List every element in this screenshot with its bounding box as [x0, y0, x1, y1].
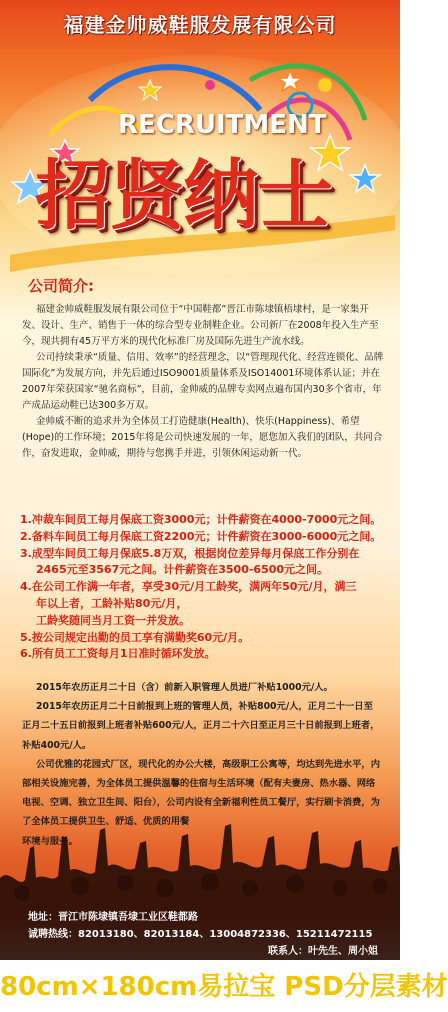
- address-line: [28, 908, 388, 923]
- benefit-item-continued: 工龄奖随同当月工资一并发放。: [36, 613, 190, 627]
- intro-paragraph-2: 公司持续秉承“质量、信用、效率”的经营理念，以“管理现代化、经营连锁化、品牌国际化”为发展方向，并先后通过ISO9001质量体系及ISO14001环境体系认证；并在2007年荣获国家“驰名商标”，目前，金帅威的品牌专卖网点遍布国内30多个省市，年产成品运动鞋已达300多万双。: [22, 352, 384, 411]
- policy-paragraph-3: 公司优雅的花园式厂区，现代化的办公大楼，高级职工公寓等，均达到先进水平，内部相关设施完善，为全体员工提供温馨的住宿与生活环境（配有夫妻房、热水器、网络电视、空调、独立卫生间、阳台），公司内设有全新福利性员工餐厅，实行刷卡消费，为了全体员工提供卫生、舒适、优质的用餐: [22, 758, 380, 828]
- contact-line: [28, 942, 378, 957]
- policy-paragraph-2: 2015年农历正月二十日前报到上班的管理人员，补贴800元/人，正月二十一日至正月二十五日前报到上班者补贴600元/人，正月二十六日至正月三十日前报到上班者，补贴400元/人。: [22, 701, 380, 751]
- hotline-label: 诚聘热线：: [28, 929, 78, 940]
- company-name: 福建金帅威鞋服发展有限公司: [63, 13, 337, 37]
- intro-text: [22, 302, 384, 462]
- bottom-banner: 80cm×180cm易拉宝 PSD分层素材: [0, 962, 400, 994]
- intro-section-title: 公司简介:: [28, 277, 94, 295]
- policy-paragraph-4: 环境与服务。: [22, 835, 78, 847]
- benefit-item: 1.冲裁车间员工每月保底工资3000元；计件薪资在4000-7000元之间。: [20, 513, 382, 526]
- benefit-item: 3.成型车间员工每月保底5.8万双，根据岗位差异每月保底工作分别在: [20, 546, 360, 560]
- policy-paragraph-1: 2015年农历正月二十日（含）前新入职管理人员进厂补贴1000元/人。: [36, 682, 333, 693]
- benefit-item: 4.在公司工作满一年者，享受30元/月工龄奖，满两年50元/月，满三: [20, 580, 357, 594]
- contact-value: 叶先生、周小姐: [308, 946, 378, 957]
- benefits-list: [20, 512, 388, 663]
- benefit-item-continued: 2465元至3567元之间。计件薪资在3500-6500元之间。: [36, 563, 329, 577]
- recruitment-english-title: RECRUITMENT: [118, 110, 327, 140]
- recruitment-chinese-title: 招贤纳士: [35, 151, 331, 240]
- benefit-item: 6.所有员工工资每月1日准时循环发放。: [20, 647, 216, 661]
- address-value: 晋江市陈埭镇吾埭工业区鞋都路: [58, 912, 198, 923]
- benefit-item: 2.备料车间员工每月保底工资2200元；计件薪资在3000-6000元之间。: [20, 529, 382, 543]
- contact-label: 联系人：: [268, 946, 308, 957]
- hotline-line: [28, 925, 388, 940]
- benefit-item: 5.按公司规定出勤的员工享有满勤奖60元/月。: [20, 630, 250, 644]
- benefit-item-continued: 年以上者，工龄补贴80元/月，: [36, 596, 188, 610]
- hotline-value: 82013180、82013184、13004872336、15211472115: [78, 929, 373, 940]
- intro-paragraph-3: 金帅威不断的追求并为全体员工打造健康(Health)、快乐(Happiness)、希望(Hope)的工作环境；2015年将是公司快速发展的一年，愿您加入我们的团队，共同合作，奋发进取，金帅威，期待与您携手并进，引领休闲运动新一代。: [22, 416, 383, 459]
- intro-paragraph-1: 福建金帅威鞋服发展有限公司位于“中国鞋都”晋江市陈埭镇梧埭村，是一家集开发、设计、生产、销售于一体的综合型专业制鞋企业。公司新厂在2008年投入生产至今，现共拥有45万平方米的现代化标准厂房及国际先进生产流水线。: [22, 304, 379, 347]
- address-label: 地址：: [28, 912, 58, 923]
